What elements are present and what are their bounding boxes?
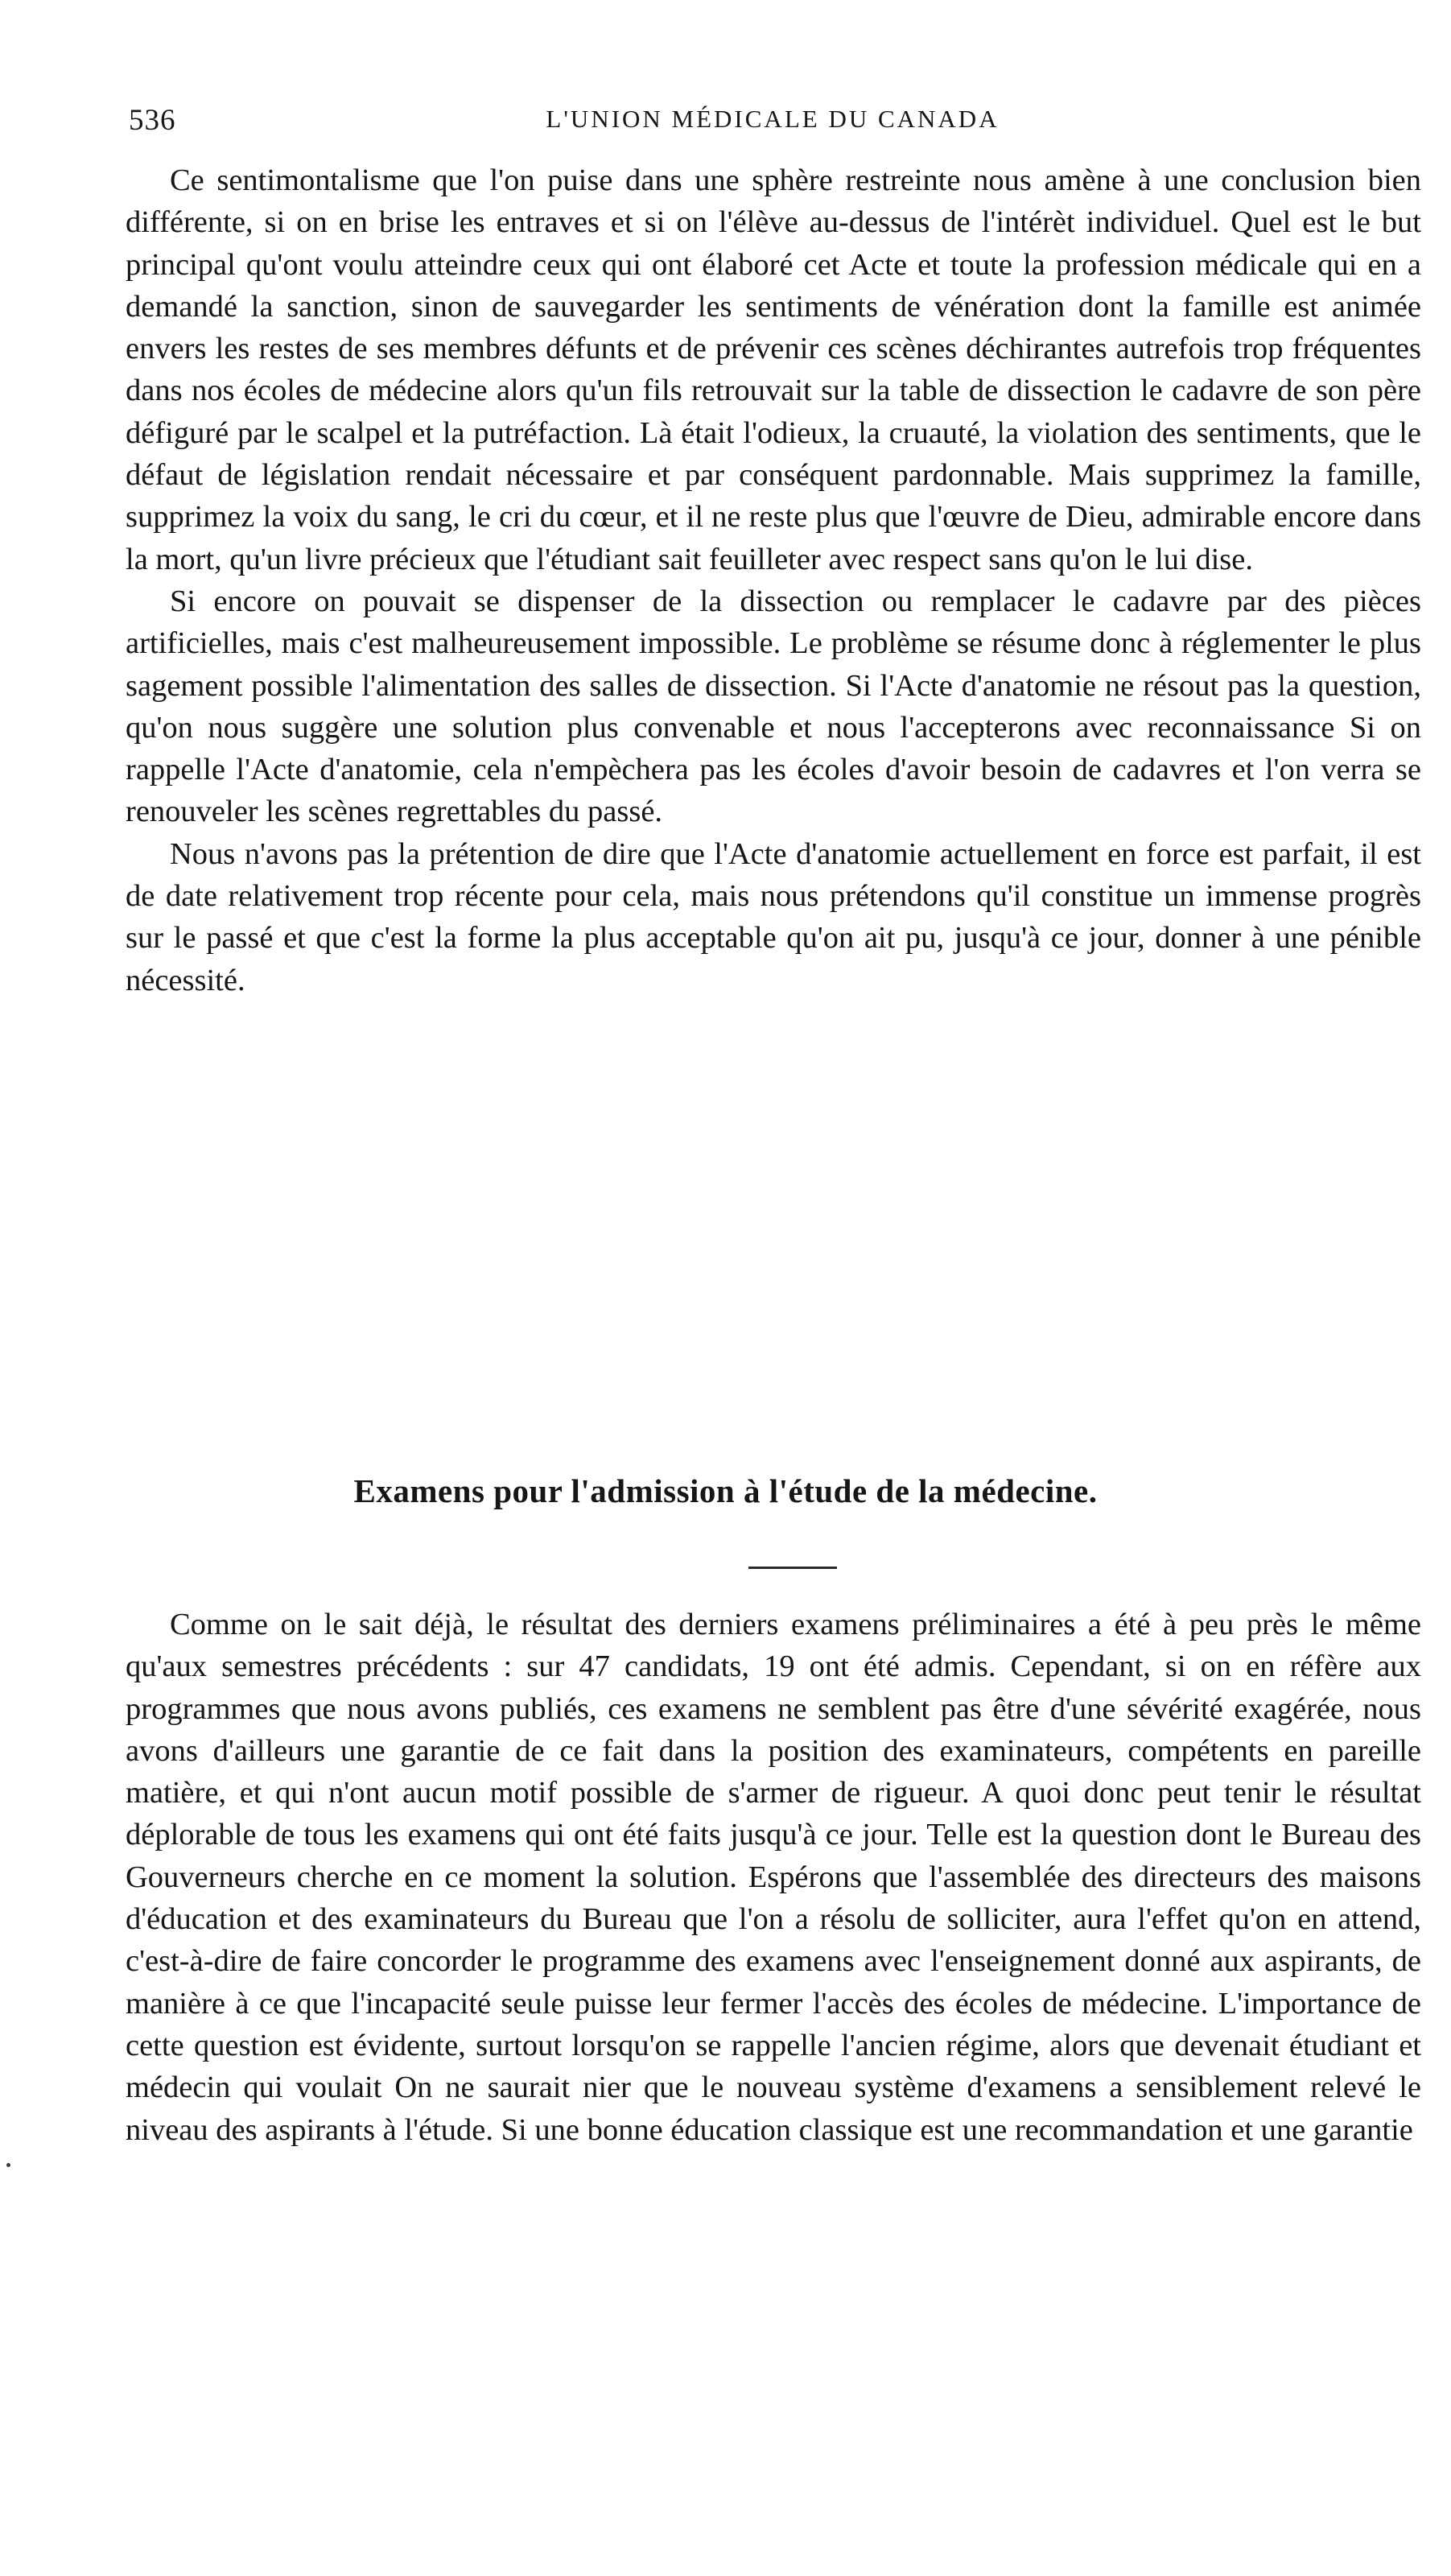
paragraph: Comme on le sait déjà, le résultat des derniers examens préliminaires a été à peu près le même qu'aux semestres précédents : sur 47 candidats, 19 ont été admis. Cependant, si on en réfère aux programmes que nous avons publiés, ces examens ne semblent pas être d'une sévérité exagérée, nous avons d'ailleurs une garantie de ce fait dans la position des examinateurs, compétents en pareille matière, et qui n'ont aucun motif possible de s'armer de rigueur. A quoi donc peut tenir le résultat déplorable de tous les examens qui ont été faits jusqu'à ce jour. Telle est la question dont le Bureau des Gouverneurs cherche en ce moment la solution. Espérons que l'assemblée des directeurs des maisons d'éducation et des examinateurs du Bureau que l'on a résolu de solliciter, aura l'effet qu'on en attend, c'est-à-dire de faire concorder le programme des examens avec l'enseignement donné aux aspirants, de manière à ce que l'incapacité seule puisse leur fermer l'accès des écoles de médecine. L'importance de cette question est évidente, surtout lorsqu'on se rappelle l'ancien régime, alors que devenait étudiant et médecin qui voulait On ne saurait nier que le nouveau système d'examens a sensiblement relevé le niveau des aspirants à l'étude. Si une bonne éducation classique est une recommandation et une garantie [126,1608,1421,2147]
paragraph: Ce sentimontalisme que l'on puise dans une sphère restreinte nous amène à une conclusion bien différente, si on en brise les entraves et si on l'élève au-dessus de l'intérèt individuel. Quel est le but principal qu'ont voulu atteindre ceux qui ont élaboré cet Acte et toute la profession médicale qui en a demandé la sanction, sinon de sauvegarder les sentiments de vénération dont la famille est animée envers les restes de ses membres défunts et de prévenir ces scènes déchirantes autrefois trop fréquentes dans nos écoles de médecine alors qu'un fils retrouvait sur la table de dissection le cadavre de son père défiguré par le scalpel et la putréfaction. Là était l'odieux, la cruauté, la violation des sentiments, que le défaut de législation rendait nécessaire et par conséquent pardonnable. Mais supprimez la famille, supprimez la voix du sang, le cri du cœur, et il ne reste plus que l'œuvre de Dieu, admirable encore dans la mort, qu'un livre précieux que l'étudiant sait feuilleter avec respect sans qu'on le lui dise. [126,163,1421,576]
article-continuation [126,159,1421,1001]
page-header [129,103,1416,148]
page-number: 536 [129,104,176,137]
paragraph: Nous n'avons pas la prétention de dire que l'Acte d'anatomie actuellement en force est parfait, il est de date relativement trop récente pour cela, mais nous prétendons qu'il constitue un immense progrès sur le passé et que c'est la forme la plus acceptable qu'on ait pu, jusqu'à ce jour, donner à une pénible nécessité. [126,836,1421,997]
section-title: Examens pour l'admission à l'étude de la médecine. [353,1472,1098,1509]
article-body [126,1604,1421,2151]
title-rule [748,1567,837,1569]
margin-mark [6,2163,10,2167]
paragraph: Si encore on pouvait se dispenser de la dissection ou remplacer le cadavre par des pièces artificielles, mais c'est malheureusement impossible. Le problème se résume donc à réglementer le plus sagement possible l'alimentation des salles de dissection. Si l'Acte d'anatomie ne résout pas la question, qu'on nous suggère une solution plus convenable et nous l'accepterons avec reconnaissance Si on rappelle l'Acte d'anatomie, cela n'empèchera pas les écoles d'avoir besoin de cadavres et l'on verra se renouveler les scènes regrettables du passé. [126,584,1421,829]
running-head: L'UNION MÉDICALE DU CANADA [546,105,1000,133]
